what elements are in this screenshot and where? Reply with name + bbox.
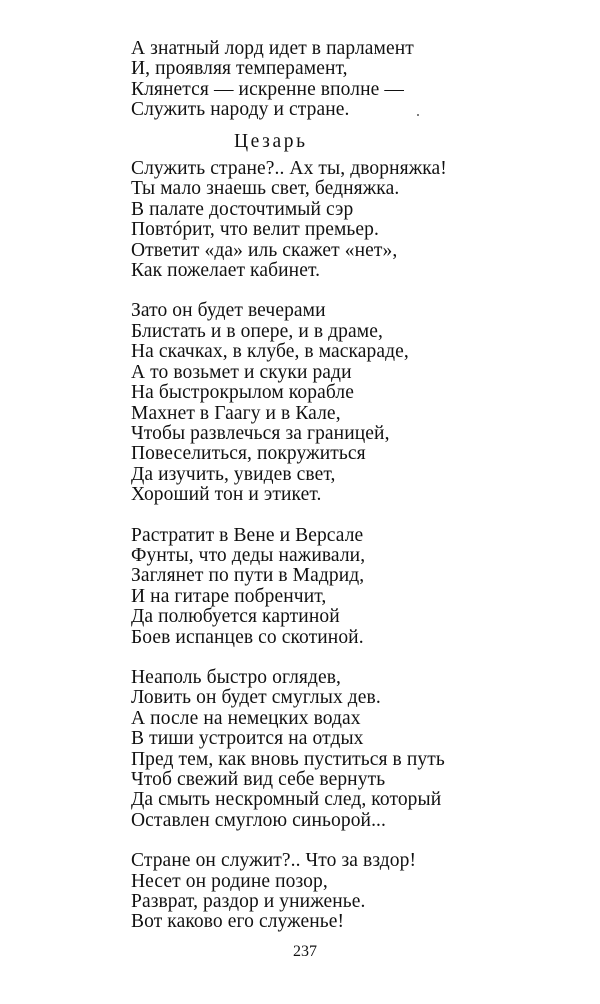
poem-line: Повтóрит, что велит премьер. [131, 219, 379, 241]
stanza-gap [131, 648, 571, 668]
poem-line: Клянется — искренне вполне — [131, 78, 404, 100]
poem-line: Чтоб свежий вид себе вернуть [131, 769, 386, 790]
stanza-gap [131, 506, 571, 526]
poem-line: Ловить он будет смуглых дев. [131, 687, 381, 709]
stanza-3 [131, 526, 571, 648]
poem-line: Повеселиться, покружиться [131, 443, 366, 465]
poem-line: В палате досточтимый сэр [131, 198, 354, 220]
stanza-1 [131, 159, 571, 281]
poem-line: Разврат, раздор и униженье. [131, 891, 366, 913]
poem-line: Оставлен смуглою синьорой... [131, 809, 387, 831]
poem-line: Стране он служит?.. Что за вздор! [131, 850, 417, 872]
poem-line: И на гитаре побренчит, [131, 585, 327, 607]
page-number: 237 [293, 943, 317, 960]
poem-line: Несет он родине позор, [131, 870, 328, 892]
stanza-2 [131, 301, 571, 505]
stanza-opening [131, 39, 571, 121]
poem-line: А знатный лорд идет в парламент [131, 38, 414, 59]
stanza-4 [131, 668, 571, 831]
poem-line: Заглянет по пути в Мадрид, [131, 565, 365, 587]
poem-line: На быстрокрылом корабле [131, 382, 354, 404]
poem-line: Чтобы развлечься за границей, [131, 422, 390, 444]
speaker-name: Цезарь [234, 130, 308, 152]
poem-line: Вот каково его служенье! [131, 911, 345, 933]
poem-line: А то возьмет и скуки ради [131, 361, 352, 383]
poem-line: Пред тем, как вновь пуститься в путь [131, 748, 445, 770]
poem-line: А после на немецких водах [131, 707, 361, 729]
poem-line: Блистать и в опере, и в драме, [131, 320, 383, 342]
poem-line: Зато он будет вечерами [131, 300, 326, 322]
poem-line: Служить стране?.. Ах ты, дворняжка! [131, 158, 447, 180]
poem-line: В тиши устроится на отдых [131, 728, 364, 750]
poem-line: Да полюбуется картиной [131, 606, 340, 628]
stanza-gap [131, 281, 571, 301]
poem-line: Боев испанцев со скотиной. [131, 626, 364, 648]
poem-line: Ответит «да» иль скажет «нет», [131, 239, 398, 261]
poem-line: На скачках, в клубе, в маскараде, [131, 341, 409, 363]
poem-line: Фунты, что деды наживали, [131, 544, 366, 566]
poem-line: Да смыть нескромный след, который [131, 789, 442, 811]
poem-line: Служить народу и стране. [131, 99, 350, 121]
poem-line: Как пожелает кабинет. [131, 260, 321, 282]
poem-line: Ты мало знаешь свет, бедняжка. [131, 178, 400, 200]
poem-line: Неаполь быстро оглядев, [131, 666, 342, 688]
poem-line: Да изучить, увидев свет, [131, 463, 336, 485]
poem-text [131, 39, 571, 933]
poem-line: Растратит в Вене и Версале [131, 524, 364, 546]
stanza-5 [131, 851, 571, 933]
poem-line: Махнет в Гаагу и в Кале, [131, 402, 341, 424]
poem-line: Хороший тон и этикет. [131, 484, 322, 506]
poem-line: И, проявляя темперамент, [131, 58, 348, 80]
stanza-gap [131, 831, 571, 851]
